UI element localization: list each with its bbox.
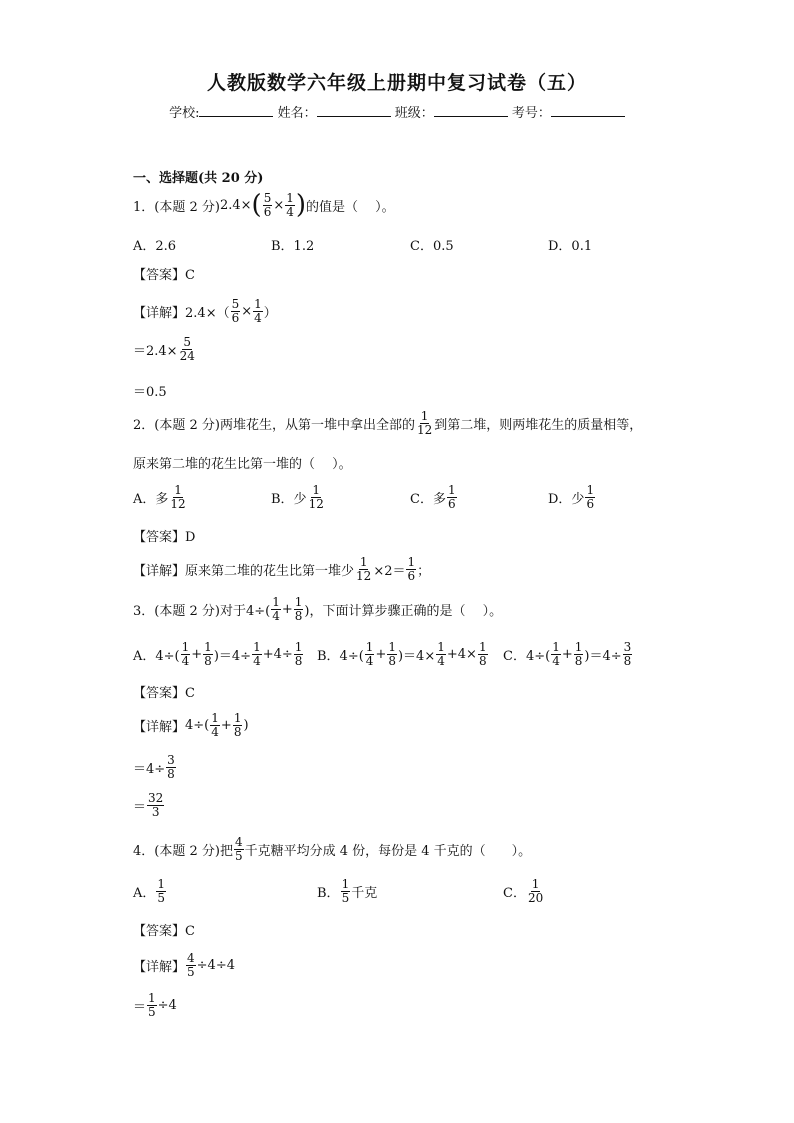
fraction: $\frac{1}{8}$ xyxy=(478,640,487,668)
q4-option-a[interactable]: A． 1 5 xyxy=(133,877,166,905)
q1-step3: ＝0.5 xyxy=(133,385,167,400)
q1-option-a[interactable]: A．2.6 xyxy=(133,239,177,254)
question-4: 4．(本题 2 分)把 4 5 千克糖平均分成 4 份，每份是 4 千克的（ ）。 xyxy=(133,835,532,863)
fraction: $\frac{1}{4}$ xyxy=(254,297,262,325)
page-title: 人教版数学六年级上册期中复习试卷（五） xyxy=(206,72,587,94)
q4-answer: 【答案】C xyxy=(133,924,195,939)
class-blank[interactable] xyxy=(434,104,508,117)
fraction: 1 20 xyxy=(527,877,544,905)
q1-option-b[interactable]: B．1.2 xyxy=(271,239,315,254)
fraction: $\frac{1}{8}$ xyxy=(294,640,303,668)
question-2-line2: 原来第二堆的花生比第一堆的（ ）。 xyxy=(133,457,352,472)
q3-step3: ＝ 32 3 xyxy=(133,791,164,819)
fraction: $\frac{1}{12}$ xyxy=(356,555,372,583)
q4-step2: ＝ $\frac{1}{5}$ ÷4 xyxy=(133,991,177,1019)
fraction: $\frac{3}{8}$ xyxy=(623,640,632,668)
q2-option-d[interactable]: D．少 1 6 xyxy=(548,483,595,511)
right-paren: ) xyxy=(295,190,307,221)
name-label: 姓名： xyxy=(277,106,317,121)
q3-option-c[interactable]: C．4÷( 1 4 + $\frac{1}{8}$ )＝4÷ $\frac{3}{8}$ xyxy=(503,640,632,668)
fraction: $\frac{1}{4}$ xyxy=(286,191,294,219)
fraction: 1 4 xyxy=(552,640,560,668)
school-label: 学校: xyxy=(169,106,200,121)
fraction: 1 12 xyxy=(416,409,433,437)
q4-option-c[interactable]: C． 1 20 xyxy=(503,877,544,905)
fraction: 1 4 xyxy=(272,595,280,623)
q1-suffix: 的值是（ ）。 xyxy=(306,199,395,215)
fraction: $\frac{1}{8}$ xyxy=(204,640,212,668)
name-blank[interactable] xyxy=(317,104,391,117)
fraction: 1 12 xyxy=(308,483,324,511)
fraction: $\frac{1}{8}$ xyxy=(233,711,242,739)
q1-option-c[interactable]: C．0.5 xyxy=(410,239,454,254)
q1-option-d[interactable]: D．0.1 xyxy=(548,239,593,254)
fraction: 1 6 xyxy=(407,555,416,583)
fraction: $\frac{1}{4}$ xyxy=(253,640,261,668)
q4-detail: 【详解】 $\frac{4}{5}$ ÷4÷4 xyxy=(133,951,235,979)
question-3: 3．(本题 2 分)对于4÷( 1 4 + $\frac{1}{8}$ )，下面计算步骤正确的是（ ）。 xyxy=(133,595,503,623)
fraction: 1 5 xyxy=(157,877,166,905)
fraction: 1 4 xyxy=(211,711,219,739)
question-1: 1．(本题 2 分) 2.4× ( $\frac{5}{6}$ × $\frac{1}{4}$ ) 的值是（ ）。 xyxy=(133,190,395,221)
fraction: 1 4 xyxy=(181,640,190,668)
fraction: 1 5 xyxy=(341,877,350,905)
fraction: 32 3 xyxy=(148,791,164,819)
q4-option-b[interactable]: B． 1 5 千克 xyxy=(317,877,378,905)
section-heading: 一、选择题(共 20 分) xyxy=(133,171,264,186)
fraction: $\frac{1}{8}$ xyxy=(294,595,303,623)
number-label: 考号： xyxy=(511,106,551,121)
q2-option-b[interactable]: B．少 1 12 xyxy=(271,483,324,511)
fraction: 1 6 xyxy=(586,483,595,511)
fraction: $\frac{1}{8}$ xyxy=(574,640,583,668)
q1-detail: 【详解】 2.4×（ $\frac{5}{6}$ × $\frac{1}{4}$ ） xyxy=(133,297,277,325)
q3-step2: ＝4÷ $\frac{3}{8}$ xyxy=(133,753,175,781)
q1-prefix: 1．(本题 2 分) xyxy=(133,199,220,215)
fraction: $\frac{5}{6}$ xyxy=(263,191,272,219)
q3-answer: 【答案】C xyxy=(133,686,195,701)
q2-detail: 【详解】 原来第二堆的花生比第一堆少 $\frac{1}{12}$ ×2＝ 1 6 ； xyxy=(133,555,431,583)
fraction: $\frac{5}{6}$ xyxy=(231,297,240,325)
q3-detail: 【详解】 4÷( 1 4 + $\frac{1}{8}$ ) xyxy=(133,711,249,739)
q3-option-a[interactable]: A．4÷( 1 4 + $\frac{1}{8}$ )＝4÷ $\frac{1}{4}$ +4÷ $\frac{1}{8}$ xyxy=(133,640,303,668)
left-paren: ( xyxy=(251,190,262,221)
q1-step2: ＝2.4× $\frac{5}{24}$ xyxy=(133,335,195,363)
q2-option-a[interactable]: A．多 1 12 xyxy=(133,483,186,511)
number-blank[interactable] xyxy=(551,104,625,117)
q3-option-b[interactable]: B．4÷( 1 4 + $\frac{1}{8}$ )＝4× $\frac{1}{4}$ +4× $\frac{1}{8}$ xyxy=(317,640,487,668)
class-label: 班级： xyxy=(394,106,434,121)
fraction: $\frac{1}{4}$ xyxy=(437,640,445,668)
fraction: 1 12 xyxy=(170,483,186,511)
fraction: $\frac{4}{5}$ xyxy=(187,951,195,979)
student-info-line xyxy=(0,102,794,121)
q2-option-c[interactable]: C．多 1 6 xyxy=(410,483,456,511)
fraction: 1 4 xyxy=(365,640,374,668)
fraction: $\frac{3}{8}$ xyxy=(167,753,175,781)
fraction: 4 5 xyxy=(234,835,243,863)
fraction: $\frac{5}{24}$ xyxy=(179,335,195,363)
fraction: $\frac{1}{8}$ xyxy=(388,640,396,668)
q2-answer: 【答案】D xyxy=(133,530,196,545)
school-blank[interactable] xyxy=(199,104,273,117)
fraction: 1 6 xyxy=(447,483,456,511)
q1-answer: 【答案】C xyxy=(133,268,195,283)
question-2: 2．(本题 2 分)两堆花生，从第一堆中拿出全部的 1 12 到第二堆，则两堆花生的质量相等， xyxy=(133,409,643,437)
q1-expr: 2.4× xyxy=(219,197,252,213)
fraction: $\frac{1}{5}$ xyxy=(148,991,156,1019)
